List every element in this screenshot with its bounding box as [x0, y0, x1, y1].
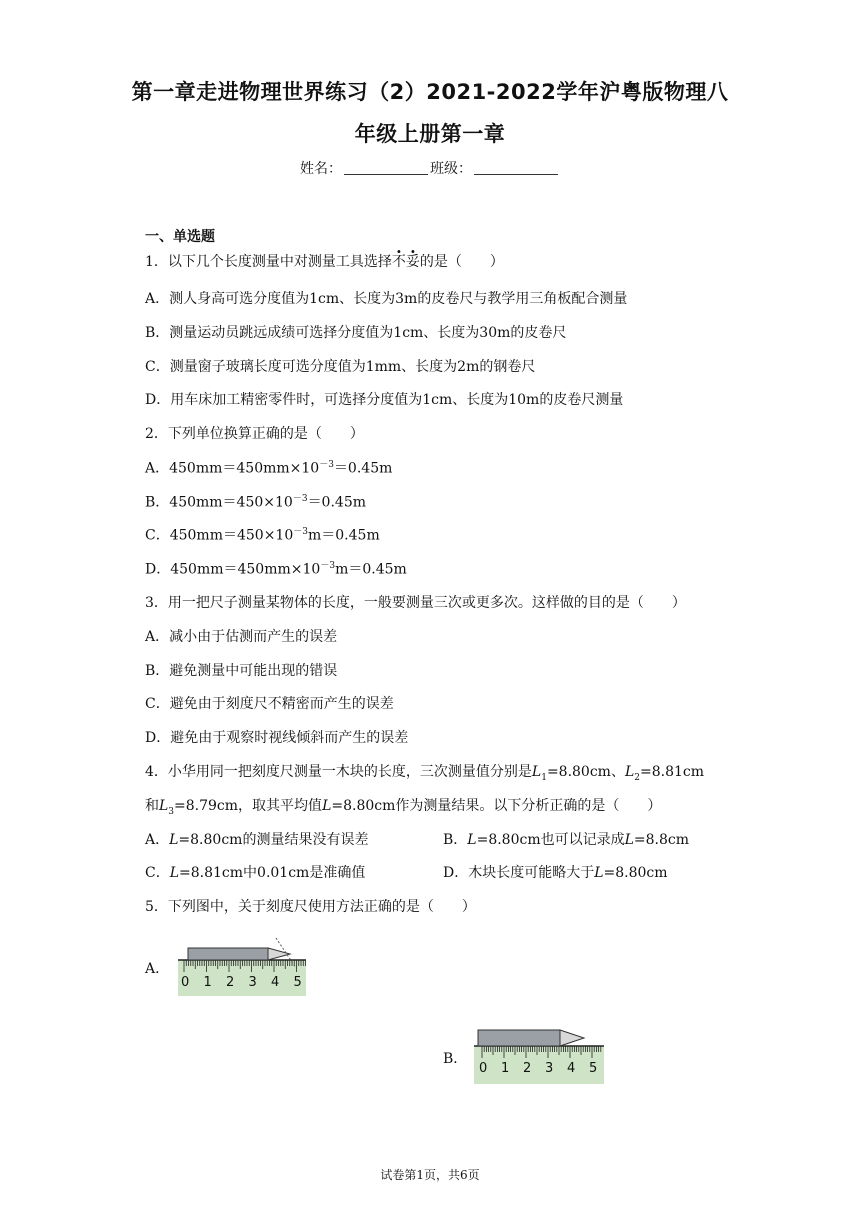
- q3-stem: 3．用一把尺子测量某物体的长度，一般要测量三次或更多次。这样做的目的是（ ）: [145, 595, 686, 611]
- q3-option-c: C．避免由于刻度尺不精密而产生的误差: [145, 696, 394, 712]
- q1-option-b: B．测量运动员跳远成绩可选择分度值为1cm、长度为30m的皮卷尺: [145, 325, 567, 341]
- q1-option-d: D．用车床加工精密零件时，可选择分度值为1cm、长度为10m的皮卷尺测量: [145, 392, 624, 408]
- q2-option-b: B．$450mm=450\times 10^{-3}=0.45m$: [145, 494, 367, 511]
- q2-option-a: A．$450mm=450mm\times 10^{-3}=0.45m$: [145, 460, 393, 477]
- q1-stem: 1．以下几个长度测量中对测量工具选择不妥的是（ ）: [145, 254, 504, 270]
- q2-option-c: C．$450mm=450\times 10^{-3}m=0.45m$: [145, 527, 380, 544]
- ruler-number: 0: [181, 975, 190, 990]
- q1-option-a: A．测人身高可选分度值为1cm、长度为3m的皮卷尺与教学用三角板配合测量: [145, 291, 628, 307]
- ruler-number: 2: [523, 1061, 532, 1076]
- ruler-number: 1: [203, 975, 212, 990]
- q4-stem-line-2: 和$L_3=8.79cm$，取其平均值L=8.80cm作为测量结果。以下分析正确的是（ ）: [145, 798, 662, 817]
- ruler-number: 4: [271, 975, 280, 990]
- ruler-figure-b: [474, 1026, 604, 1084]
- ruler-number: 3: [248, 975, 257, 990]
- q3-option-d: D．避免由于观察时视线倾斜而产生的误差: [145, 730, 409, 746]
- page-footer: 试卷第1页，共6页: [380, 1168, 480, 1182]
- q5-option-a-label: A．: [145, 961, 170, 977]
- q2-option-d: D．$450mm=450mm\times 10^{-3}m=0.45m$: [145, 561, 407, 578]
- ruler-number: 1: [501, 1061, 510, 1076]
- q5-stem: 5．下列图中，关于刻度尺使用方法正确的是（ ）: [145, 899, 476, 915]
- class-label: 班级：: [430, 161, 472, 177]
- q3-option-b: B．避免测量中可能出现的错误: [145, 663, 338, 679]
- q4-option-b: B．L=8.80cm也可以记录成L=8.8cm: [443, 832, 690, 848]
- q4-option-a: A．L=8.80cm的测量结果没有误差: [145, 832, 369, 848]
- ruler-number: 4: [567, 1061, 576, 1076]
- ruler-figure-a: [178, 932, 306, 996]
- name-label: 姓名：: [300, 161, 342, 177]
- q4-stem-line-1: 4．小华用同一把刻度尺测量一木块的长度，三次测量值分别是$L_1=8.80cm$、$L_2=8.81cm$: [145, 764, 705, 783]
- q1-option-c: C．测量窗子玻璃长度可选分度值为1mm、长度为2m的钢卷尺: [145, 359, 536, 375]
- ruler-number: 5: [293, 975, 302, 990]
- class-blank[interactable]: [474, 160, 558, 175]
- q5-option-b-label: B．: [443, 1051, 468, 1067]
- section-heading: 一、单选题: [145, 229, 215, 245]
- q3-option-a: A．减小由于估测而产生的误差: [145, 629, 338, 645]
- q4-option-d: D．木块长度可能略大于L=8.80cm: [443, 865, 668, 881]
- ruler-number: 3: [545, 1061, 554, 1076]
- ruler-number: 2: [226, 975, 235, 990]
- ruler-number: 5: [589, 1061, 598, 1076]
- name-blank[interactable]: [344, 160, 428, 175]
- title-line-1: 第一章走进物理世界练习（2）2021-2022学年沪粤版物理八: [131, 80, 729, 104]
- q4-option-c: C．L=8.81cm中0.01cm是准确值: [145, 865, 366, 881]
- name-class-bar: [0, 158, 860, 178]
- q2-stem: 2．下列单位换算正确的是（ ）: [145, 426, 364, 442]
- title-line-2: 年级上册第一章: [354, 122, 506, 146]
- ruler-number: 0: [479, 1061, 488, 1076]
